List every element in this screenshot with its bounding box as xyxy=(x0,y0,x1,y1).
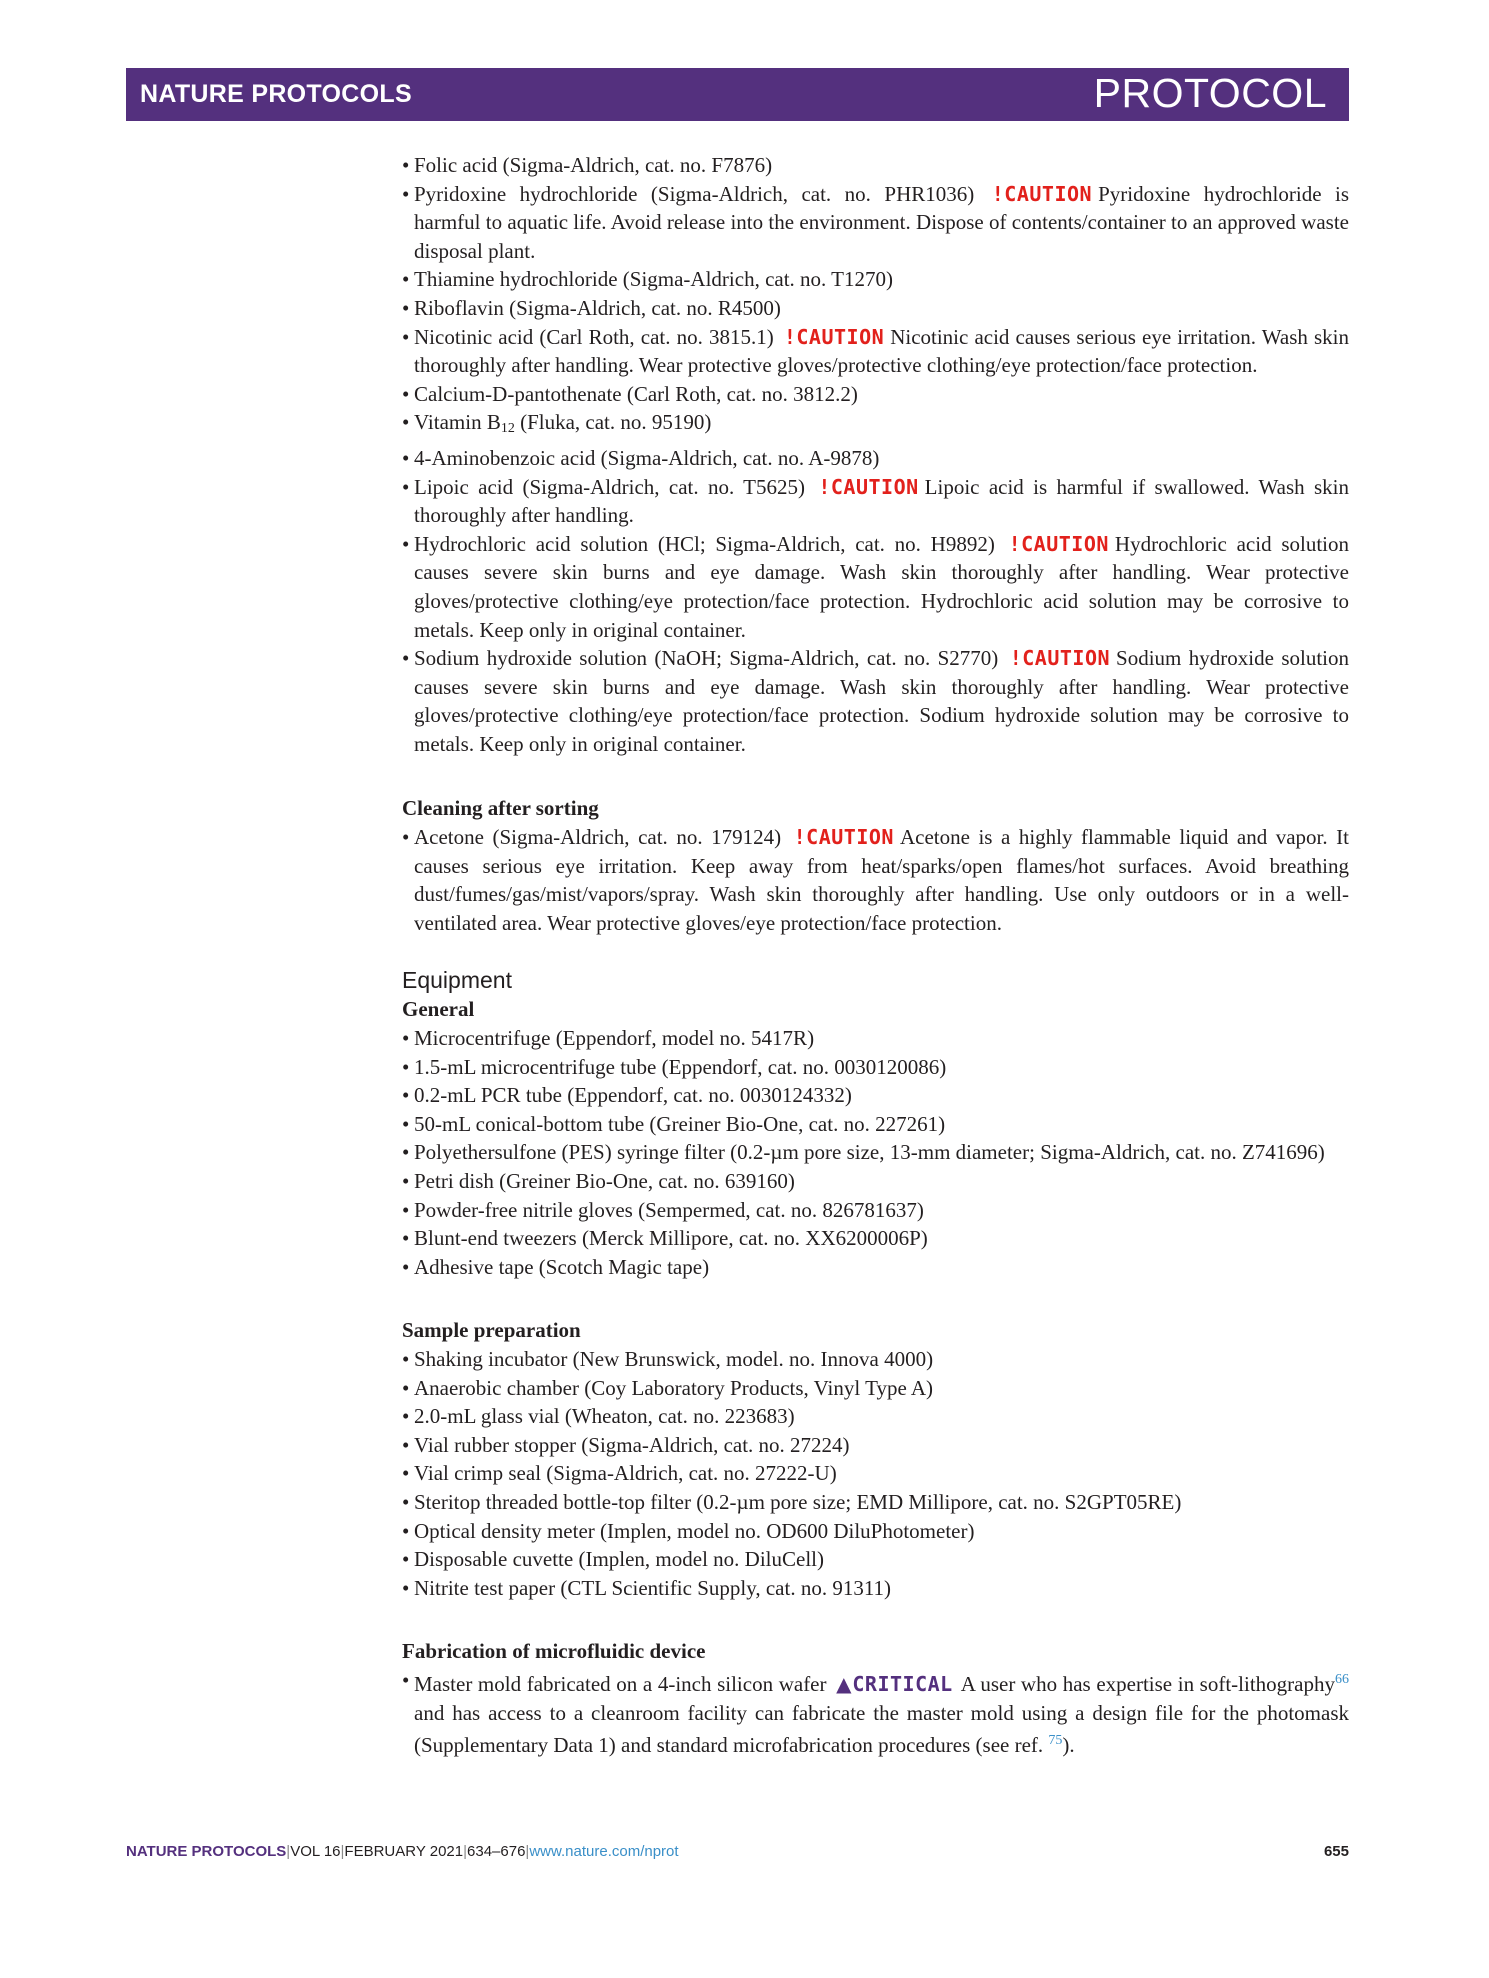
list-item: • Nitrite test paper (CTL Scientific Supply, cat. no. 91311) xyxy=(402,1574,1349,1603)
bullet: • xyxy=(402,1547,410,1572)
bullet: • xyxy=(402,1375,410,1400)
list-item: • Microcentrifuge (Eppendorf, model no. 5417R) xyxy=(402,1024,1349,1053)
caution-icon: ! xyxy=(1008,531,1022,556)
list-item: • 0.2-mL PCR tube (Eppendorf, cat. no. 0030124332) xyxy=(402,1081,1349,1110)
list-item: • Calcium-D-pantothenate (Carl Roth, cat. no. 3812.2) xyxy=(402,380,1349,409)
list-item: • Powder-free nitrile gloves (Sempermed, cat. no. 826781637) xyxy=(402,1196,1349,1225)
header-bar xyxy=(126,68,1349,121)
section-heading-general: General xyxy=(402,997,475,1022)
bullet: • xyxy=(402,1432,410,1457)
bullet: • xyxy=(402,1667,410,1692)
bullet: • xyxy=(402,1518,410,1543)
bullet: • xyxy=(402,1111,410,1136)
bullet: • xyxy=(402,410,410,435)
critical-label: ▲CRITICAL xyxy=(836,1671,953,1696)
footer-date: FEBRUARY 2021 xyxy=(344,1843,464,1860)
bullet: • xyxy=(402,153,410,177)
caution-icon: ! xyxy=(783,324,797,349)
caution-label: !CAUTION xyxy=(783,324,885,349)
bullet: • xyxy=(402,1140,410,1165)
reference-link[interactable]: 66 xyxy=(1335,1671,1349,1687)
reagent-list xyxy=(402,151,1349,758)
bullet: • xyxy=(402,474,410,499)
list-item: • Riboflavin (Sigma-Aldrich, cat. no. R4500) xyxy=(402,294,1349,323)
list-item: • Shaking incubator (New Brunswick, model. no. Innova 4000) xyxy=(402,1345,1349,1374)
list-item: • Pyridoxine hydrochloride (Sigma-Aldrich, cat. no. PHR1036) !CAUTION Pyridoxine hydrochloride is harmful to aquatic life. Avoid release into the environment. Dispose of contents/container to an approved waste disposal plant. xyxy=(402,181,1350,263)
caution-icon: ! xyxy=(793,825,807,850)
section-heading-cleaning: Cleaning after sorting xyxy=(402,796,599,821)
list-item: • Optical density meter (Implen, model no. OD600 DiluPhotometer) xyxy=(402,1517,1349,1546)
footer-journal: NATURE PROTOCOLS xyxy=(126,1843,287,1860)
bullet: • xyxy=(402,1226,410,1251)
list-item: • Disposable cuvette (Implen, model no. DiluCell) xyxy=(402,1545,1349,1574)
journal-name: NATURE PROTOCOLS xyxy=(140,80,412,108)
bullet: • xyxy=(402,531,410,556)
bullet: • xyxy=(402,1346,410,1371)
bullet: • xyxy=(402,1054,410,1079)
bullet: • xyxy=(402,1197,410,1222)
list-item: • 50-mL conical-bottom tube (Greiner Bio-One, cat. no. 227261) xyxy=(402,1110,1349,1139)
list-item: • Vitamin $B_{12}$ (Fluka, cat. no. 95190) xyxy=(402,410,712,437)
critical-triangle-icon: ▲ xyxy=(836,1671,853,1696)
list-item: • Lipoic acid (Sigma-Aldrich, cat. no. T5625) !CAUTION Lipoic acid is harmful if swallowed. Wash skin thoroughly after handling. xyxy=(402,474,1349,528)
caution-label: !CAUTION xyxy=(1008,531,1109,556)
bullet: • xyxy=(402,825,410,850)
general-equipment-list xyxy=(402,1024,1349,1281)
section-heading-sample-preparation: Sample preparation xyxy=(402,1318,581,1343)
bullet: • xyxy=(402,1404,410,1429)
list-item: • Steritop threaded bottle-top filter (0.2-µm pore size; EMD Millipore, cat. no. S2GPT05RE) xyxy=(402,1488,1349,1517)
list-item: • 4-Aminobenzoic acid (Sigma-Aldrich, cat. no. A-9878) xyxy=(402,444,1349,473)
bullet: • xyxy=(402,1575,410,1600)
bullet: • xyxy=(402,1083,410,1108)
list-item: • Sodium hydroxide solution (NaOH; Sigma-Aldrich, cat. no. S2770) !CAUTION Sodium hydroxide solution causes severe skin burns and eye damage. Wash skin thoroughly after handling. Wear protective gloves/protective clothing/eye protection/face protection. Sodium hydroxide solution may be corrosive to metals. Keep only in original container. xyxy=(402,646,1350,756)
caution-label: !CAUTION xyxy=(991,181,1093,206)
caution-label: !CAUTION xyxy=(1009,646,1111,671)
section-heading-fabrication: Fabrication of microfluidic device xyxy=(402,1639,706,1664)
bullet: • xyxy=(402,324,410,349)
footer-volume: VOL 16 xyxy=(290,1843,341,1860)
section-title-equipment: Equipment xyxy=(402,967,512,994)
bullet: • xyxy=(402,1489,410,1514)
bullet: • xyxy=(402,1461,410,1486)
list-item: • Thiamine hydrochloride (Sigma-Aldrich, cat. no. T1270) xyxy=(402,265,1349,294)
bullet: • xyxy=(402,381,410,406)
footer: NATURE PROTOCOLS|VOL 16|FEBRUARY 2021|634–676|www.nature.com/nprot 655 xyxy=(126,1843,1349,1860)
bullet: • xyxy=(402,445,410,470)
page-number: 655 xyxy=(1323,1843,1349,1860)
bullet: • xyxy=(402,1169,410,1193)
bullet: • xyxy=(402,181,410,206)
list-item: • Hydrochloric acid solution (HCl; Sigma-Aldrich, cat. no. H9892) !CAUTION Hydrochloric acid solution causes severe skin burns and eye damage. Wash skin thoroughly after handling. Wear protective gloves/protective clothing/eye protection/face protection. Hydrochloric acid solution may be corrosive to metals. Keep only in original container. xyxy=(402,531,1349,642)
bullet: • xyxy=(402,1254,410,1279)
bullet: • xyxy=(402,267,410,292)
list-item: • Vial rubber stopper (Sigma-Aldrich, cat. no. 27224) xyxy=(402,1431,1349,1460)
list-item: • Polyethersulfone (PES) syringe filter (0.2-µm pore size, 13-mm diameter; Sigma-Aldrich, cat. no. Z741696) xyxy=(402,1138,1349,1167)
bullet: • xyxy=(402,1026,410,1051)
list-item: • Anaerobic chamber (Coy Laboratory Products, Vinyl Type A) xyxy=(402,1374,1349,1403)
list-item: • Acetone (Sigma-Aldrich, cat. no. 179124) !CAUTION Acetone is a highly flammable liquid and vapor. It causes serious eye irritation. Keep away from heat/sparks/open flames/hot surfaces. Avoid breathing dust/fumes/gas/mist/vapors/spray. Wash skin thoroughly after handling. Use only outdoors or in a well-ventilated area. Wear protective gloves/eye protection/face protection. xyxy=(402,825,1349,935)
list-item: • Master mold fabricated on a 4-inch silicon wafer ▲CRITICAL A user who has expertise in soft-lithography$^{66}$ and has access to a cleanroom facility can fabricate the master mold using a design file for the photomask (Supplementary Data 1) and standard microfabrication procedures (see ref. $^{75}$). xyxy=(402,1667,1349,1758)
caution-label: !CAUTION xyxy=(818,474,919,499)
caution-icon: ! xyxy=(818,474,831,499)
main-content xyxy=(402,151,1349,1760)
list-item: • Folic acid (Sigma-Aldrich, cat. no. F7876) xyxy=(402,151,1349,180)
bullet: • xyxy=(402,295,410,320)
footer-pages: 634–676 xyxy=(467,1843,526,1860)
list-item: • Blunt-end tweezers (Merck Millipore, cat. no. XX6200006P) xyxy=(402,1224,1349,1253)
list-item: • 2.0-mL glass vial (Wheaton, cat. no. 223683) xyxy=(402,1402,1349,1431)
sample-preparation-list xyxy=(402,1345,1349,1602)
list-item: • Nicotinic acid (Carl Roth, cat. no. 3815.1) !CAUTION Nicotinic acid causes serious eye irritation. Wash skin thoroughly after handling. Wear protective gloves/protective clothing/eye protection/face protection. xyxy=(402,324,1349,378)
bullet: • xyxy=(402,646,410,671)
list-item: • Petri dish (Greiner Bio-One, cat. no. 639160) xyxy=(402,1167,1349,1196)
reference-link[interactable]: 75 xyxy=(1048,1733,1063,1749)
list-item: • Adhesive tape (Scotch Magic tape) xyxy=(402,1253,1349,1282)
footer-url-link[interactable]: www.nature.com/nprot xyxy=(529,1843,679,1860)
list-item: • Vial crimp seal (Sigma-Aldrich, cat. no. 27222-U) xyxy=(402,1459,1349,1488)
caution-icon: ! xyxy=(991,181,1005,206)
caution-label: !CAUTION xyxy=(793,825,894,850)
list-item: • 1.5-mL microcentrifuge tube (Eppendorf, cat. no. 0030120086) xyxy=(402,1053,1349,1082)
caution-icon: ! xyxy=(1009,646,1023,671)
article-type: PROTOCOL xyxy=(1093,70,1327,116)
